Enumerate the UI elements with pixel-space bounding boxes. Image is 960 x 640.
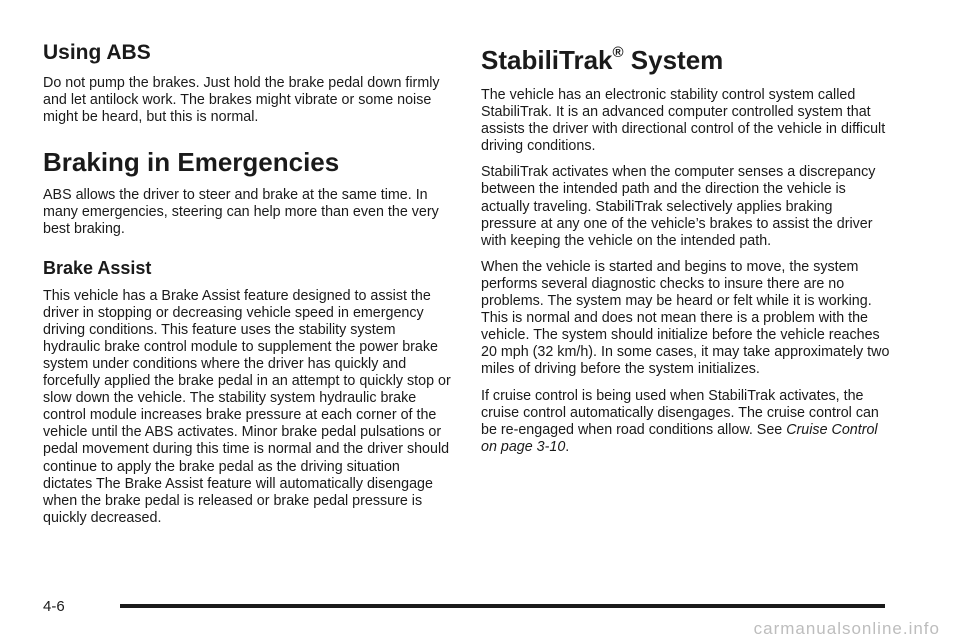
page-number: 4-6: [43, 598, 65, 615]
cruise-text-end: .: [565, 438, 570, 455]
watermark-text: carmanualsonline.info: [753, 619, 940, 638]
heading-stabilitrak-tail: System: [623, 45, 724, 75]
cruise-control-reference: Cruise Control on page 3-10: [481, 421, 878, 455]
left-column: [43, 40, 453, 527]
registered-mark: ®: [612, 44, 624, 61]
paragraph-braking-in-emergencies: ABS allows the driver to steer and brake at the same time. In many emergencies, steering can help more than even the very best braking.: [43, 187, 439, 238]
heading-stabilitrak-name: StabiliTrak: [481, 45, 613, 75]
paragraph-brake-assist: This vehicle has a Brake Assist feature designed to assist the driver in stopping or decreasing vehicle speed in emergency driving conditions. This feature uses the stability system hydraulic brake control module to supplement the power brake system under conditions where the driver has quickly and forcefully applied the brake pedal in an attempt to quickly stop or slow down the vehicle. The stability system hydraulic brake control module increases brake pressure at each corner of the vehicle until the ABS activates. Minor brake pedal pulsations or pedal movement during this time is normal and the driver should continue to apply the brake pedal as the driving situation dictates The Brake Assist feature will automatically disengage when the brake pedal is released or brake pedal pressure is quickly decreased.: [43, 287, 451, 526]
footer-rule: [120, 604, 885, 608]
heading-brake-assist: Brake Assist: [43, 257, 152, 278]
paragraph-stabilitrak-activation: StabiliTrak activates when the computer senses a discrepancy between the intended path and the direction the vehicle is actually traveling. StabiliTrak selectively applies braking pressure at any one of the vehicle’s brakes to assist the driver with keeping the vehicle on the intended path.: [481, 164, 876, 249]
paragraph-stabilitrak-intro: The vehicle has an electronic stability control system called StabiliTrak. It is an advanced computer controlled system that assists the driver with directional control of the vehicle in difficult driving conditions.: [481, 87, 886, 155]
heading-braking-in-emergencies: Braking in Emergencies: [43, 147, 340, 178]
cruise-text: If cruise control is being used when StabiliTrak activates, the cruise control automatically disengages. The cruise control can be re-engaged when road conditions allow. See: [481, 387, 879, 438]
paragraph-using-abs: Do not pump the brakes. Just hold the brake pedal down firmly and let antilock work. The brakes might vibrate or some noise might be heard, but this is normal.: [43, 75, 440, 126]
heading-stabilitrak-system: [481, 44, 891, 76]
right-column: [481, 40, 891, 456]
paragraph-stabilitrak-diagnostics: When the vehicle is started and begins to move, the system performs several diagnostic checks to insure there are no problems. The system may be heard or felt while it is working. This is normal and does not mean there is a problem with the vehicle. The system should initialize before the vehicle reaches 20 mph (32 km/h). In some cases, it may take approximately two miles of driving before the system initializes.: [481, 258, 890, 378]
heading-using-abs: Using ABS: [43, 41, 151, 64]
paragraph-stabilitrak-cruise: [481, 388, 891, 456]
